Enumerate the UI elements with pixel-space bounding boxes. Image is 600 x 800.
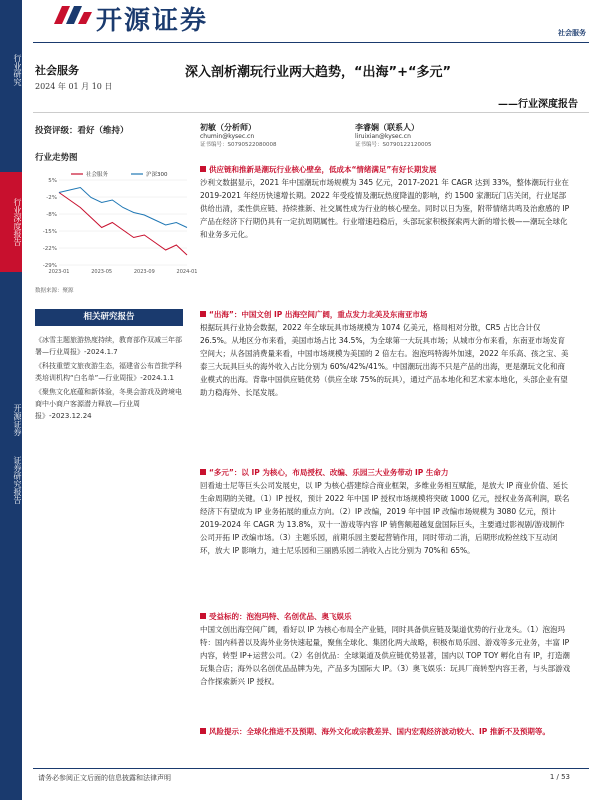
- related-reports-list: [35, 334, 185, 424]
- section-1: [200, 163, 572, 241]
- footer-divider: [33, 768, 589, 769]
- section-body: 根据玩具行业协会数据，2022 年全球玩具市场规模为 1074 亿美元，格局相对分散，CR5 占比合计仅 26.5%。从地区分布来看，美国市场占比 34.5%，为全球第一大玩具市场；从城市分布来看，东南亚市场发育空间大；从各国消费量来看，中国市场规模为美国的 2 倍左右。泡泡玛特海外加速，2022 年乐高、孩之宝、美泰三大玩具巨头的海外收入占比分别为 60%/42%/41%。中国潮玩出海不只是产品的出海，更是潮玩文化和商业模式的出海。背靠中国供应链优势（供应全球 75%的玩具），通过产品本地化和艺术家本地化，头部企业有望助力稳海外、长尾发展。: [200, 323, 569, 397]
- section-heading: “出海”：中国文创 IP 出海空间广阔，重点发力北美及东南亚市场: [200, 308, 572, 321]
- page-number: 1 / 53: [549, 773, 570, 781]
- chart-ytick-label: -2%: [46, 195, 57, 201]
- chart-xtick-label: 2024-01: [176, 269, 198, 275]
- analyst-card-2: [355, 122, 431, 148]
- sector-label: 社会服务: [35, 64, 79, 77]
- section-body: 沙利文数据显示，2021 年中国潮玩市场规模为 345 亿元，2017-2021 年 CAGR 达到 33%，整体潮玩行业在 2019-2021 年经历快速增长期。2022 年受疫情及潮玩热度降温的影响，约 1500 家潮玩门店关闭，行业尾部供给出清，柔性供应链、持续推新、社交属性成为行业的核心壁垒。同时以日为鉴，附带情绪共鸣及治愈感的 IP 产品在经济下行期仍具有一定抗周期属性。行业增速趋稳后，头部玩家积极探索两大新的增长极——潮玩全球化和业务多元化。: [200, 178, 570, 239]
- left-sidebar: [0, 0, 22, 800]
- related-report-item[interactable]: 《冰雪主题旅游热度持续，教育部作双减三年部署—行业周报》-2024.1.7: [35, 336, 182, 356]
- brand-name: 开源证券: [96, 6, 209, 36]
- analyst-card-1: [200, 122, 276, 148]
- chart-ytick-label: -8%: [46, 212, 57, 218]
- trend-chart: [33, 170, 198, 280]
- bullet-icon: [200, 469, 206, 475]
- analyst-name: 初敏（分析师）: [200, 123, 256, 132]
- bullet-icon: [200, 613, 206, 619]
- bullet-icon: [200, 166, 206, 172]
- chart-ytick-label: -15%: [42, 229, 57, 235]
- section-5: [200, 725, 572, 738]
- report-date: 2024 年 01 月 10 日: [35, 82, 113, 91]
- data-source: 数据来源：聚源: [35, 288, 74, 294]
- section-heading: 供应链和推新是潮玩行业核心壁垒，低成本“情绪满足”有好长期发展: [200, 163, 572, 176]
- analyst-email[interactable]: chumin@kysec.cn: [200, 133, 255, 140]
- analyst-name: 李睿娴（联系人）: [355, 123, 419, 132]
- section-body: 中国文创出海空间广阔，看好以 IP 为核心布局全产业链，同时具备供应链及渠道优势的行业龙头。（1）泡泡玛特：国内科普以及海外业务快速起量，聚焦全球化、集团化两大战略，积极布局乐园、游戏等多元业务，丰富 IP 内容，转型 IP+运营公司。（2）名创优品：全球渠道及供应链优势显著，国内以 TOP TOY 孵化自有 IP，打造潮玩集合店；海外以名创优品品牌为先，产品多为国际大 IP。（3）奥飞娱乐：玩具厂商转型内容王者，与头部游戏合作探索新兴 IP 授权。: [200, 625, 571, 686]
- section-3: [200, 466, 572, 557]
- related-report-item[interactable]: 《科技重塑文旅夜游生态，福建省公布首批学科类培训机构“白名单”—行业周报》-2024.1.1: [35, 362, 182, 382]
- sidebar-tab-deep-report: 行业深度报告: [0, 172, 22, 272]
- chart-series-line: [59, 188, 187, 228]
- header-sector: 社会服务: [558, 29, 586, 37]
- investment-rating: 投资评级：看好（维持）: [35, 126, 129, 136]
- header-divider: [33, 42, 589, 43]
- section-heading: “多元”：以 IP 为核心，布局授权、改编、乐园三大业务带动 IP 生命力: [200, 466, 572, 479]
- analyst-cert: 证书编号：S0790122120005: [355, 142, 432, 148]
- chart-ytick-label: -29%: [42, 263, 57, 269]
- sidebar-tab-securities-report: 证券研究报告: [13, 456, 22, 504]
- sidebar-tab-industry-research: 行业研究: [13, 54, 22, 86]
- chart-xtick-label: 2023-09: [133, 269, 155, 275]
- analyst-email[interactable]: liruixian@kysec.cn: [355, 133, 411, 140]
- analyst-cert: 证书编号：S0790522080008: [200, 142, 277, 148]
- section-2: [200, 308, 572, 399]
- related-report-item[interactable]: 《聚焦文化底蕴和新体验，冬奥会游戏及跨境电商中小商户客源潜力释放—行业周报》-2023.12.24: [35, 388, 182, 420]
- bullet-icon: [200, 728, 206, 734]
- chart-ytick-label: 5%: [48, 178, 57, 184]
- bullet-icon: [200, 311, 206, 317]
- title-divider: [33, 112, 589, 113]
- chart-series-line: [59, 193, 187, 256]
- brand-logo-icon: [52, 4, 92, 28]
- section-4: [200, 610, 572, 688]
- chart-legend-label: 社会服务: [86, 172, 109, 178]
- section-heading: 受益标的：泡泡玛特、名创优品、奥飞娱乐: [200, 610, 572, 623]
- section-body: 回看迪士尼等巨头公司发展史，以 IP 为核心搭建综合商业框架，多维业务相互赋能，是放大 IP 商业价值、延长生命周期的关键。（1）IP 授权，预计 2022 年中国 IP 授权市场规模将突破 1000 亿元，授权业务高利润，联名经济下有望成为 IP 业务拓展的重点方向。（2）IP 改编，2019 年中国 IP 改编市场规模为 3080 亿元，预计 2019-2024 年 CAGR 为 13.8%，双十一游戏等内容 IP 销售额超越复盘国际巨头，主要通过影视剧/游戏制作公司开拓 IP 改编市场。（3）主题乐园，前期乐园主要起营销作用，同时带动二消，后期形成粉丝线下互动闭环，放大 IP 影响力，迪士尼乐园和三丽鸥乐园二消收入占比分别为 70%和 65%。: [200, 481, 570, 555]
- footer-disclaimer: 请务必参阅正文后面的信息披露和法律声明: [38, 774, 171, 782]
- related-reports-heading: 相关研究报告: [35, 309, 183, 326]
- sidebar-tab-brand: 开源证券: [13, 404, 22, 436]
- chart-xtick-label: 2023-01: [48, 269, 70, 275]
- report-subtitle: ——行业深度报告: [498, 99, 578, 110]
- chart-legend-label: 沪深300: [146, 172, 168, 178]
- chart-ytick-label: -22%: [42, 246, 57, 252]
- section-heading: 风险提示：全球化推进不及预期、海外文化或宗教差异、国内宏观经济波动较大、IP 推新不及预期等。: [200, 725, 572, 738]
- report-title: 深入剖析潮玩行业两大趋势，“出海”+“多元”: [185, 65, 452, 80]
- trend-chart-title: 行业走势图: [35, 153, 78, 163]
- chart-xtick-label: 2023-05: [91, 269, 113, 275]
